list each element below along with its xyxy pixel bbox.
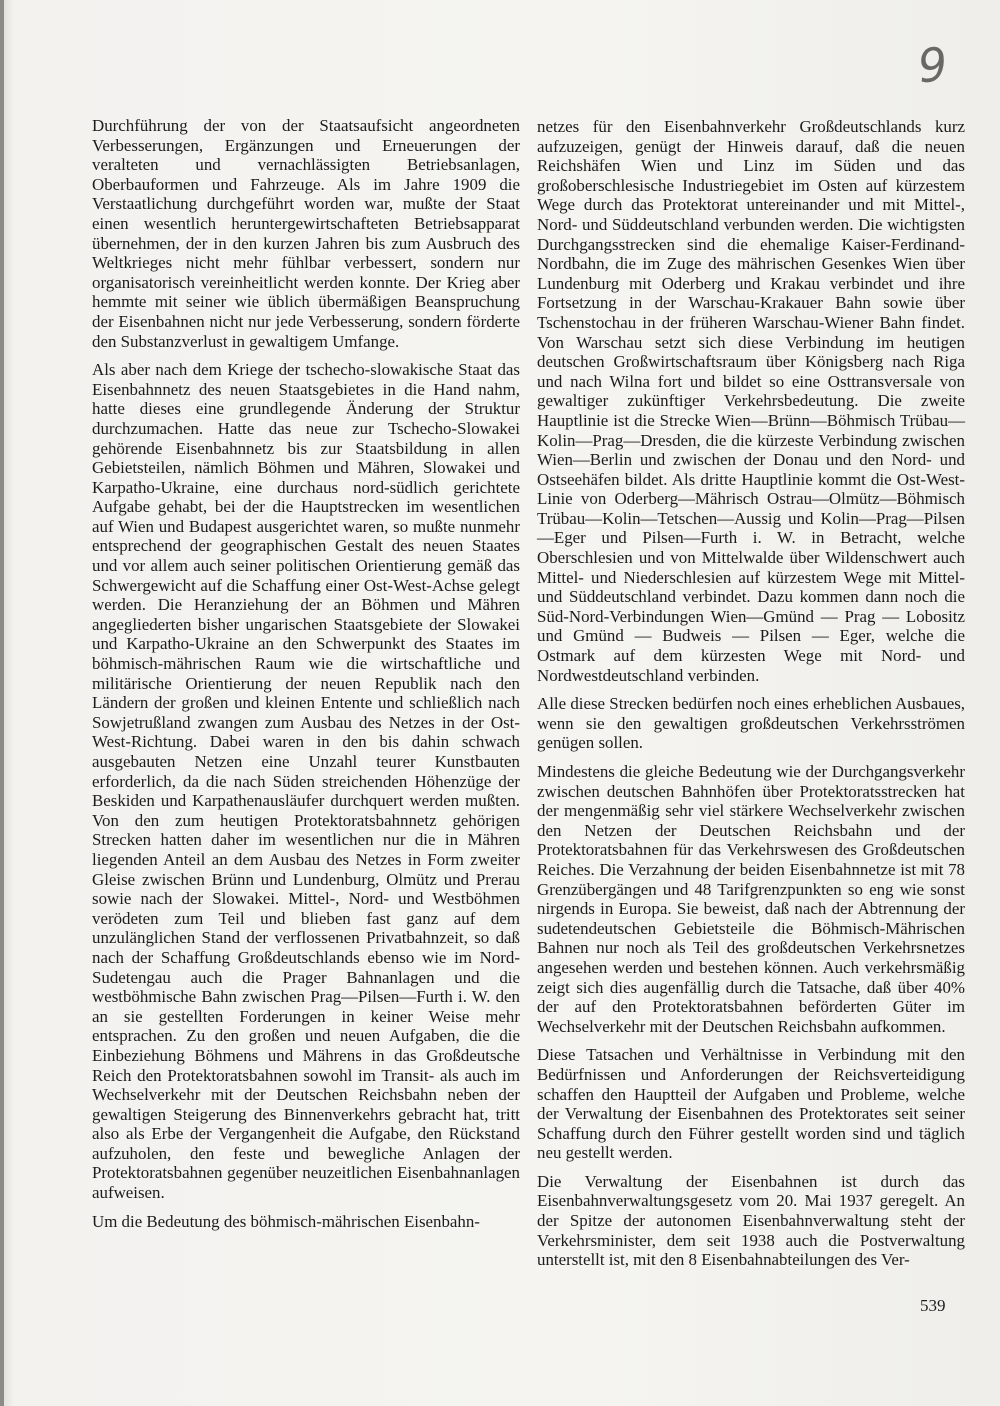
- page-number: 539: [920, 1296, 946, 1315]
- handwritten-page-mark: 9: [915, 36, 951, 94]
- paragraph: Alle diese Strecken bedürfen noch eines erheblichen Ausbaues, wenn sie den gewaltigen großdeutschen Verkehrsströmen genügen sollen.: [537, 694, 965, 753]
- left-text-column: [92, 116, 520, 1231]
- paragraph: Um die Bedeutung des böhmisch-mährischen Eisenbahn-: [92, 1211, 480, 1231]
- paragraph: Die Verwaltung der Eisenbahnen ist durch das Eisenbahnverwaltungsgesetz vom 20. Mai 1937 geregelt. An der Spitze der autonomen Eisenbahnverwaltung steht der Verkehrsminister, dem seit 1938 auch die Postverwaltung unterstellt ist, mit den 8 Eisenbahnabteilungen des Ver-: [537, 1171, 965, 1270]
- page-fold-edge: [0, 0, 4, 1406]
- right-text-column: [537, 117, 965, 1270]
- paragraph: Diese Tatsachen und Verhältnisse in Verbindung mit den Bedürfnissen und Anforderungen der Reichsverteidigung schaffen den Hauptteil der Aufgaben und Probleme, welche der Verwaltung der Eisenbahnen des Protektorates seit seiner Schaffung durch den Führer gestellt worden sind und täglich neu gestellt werden.: [537, 1045, 965, 1163]
- paragraph: Durchführung der von der Staatsaufsicht angeordneten Verbesserungen, Ergänzungen und Erneuerungen der veralteten und vernachlässigten Betriebsanlagen, Oberbauformen und Fahrzeuge. Als im Jahre 1909 die Verstaatlichung durchgeführt worden war, mußte der Staat einen wesentlich heruntergewirtschafteten Betriebsapparat übernehmen, der in den kurzen Jahren bis zum Ausbruch des Weltkrieges nicht mehr fühlbar verbessert, sondern nur organisatorisch vereinheitlicht werden konnte. Der Krieg aber hemmte mit seiner wie üblich übermäßigen Beanspruchung der Eisenbahnen nicht nur jede Verbesserung, sondern förderte den Substanzverlust in gewaltigem Umfange.: [92, 116, 520, 351]
- paragraph: Mindestens die gleiche Bedeutung wie der Durchgangsverkehr zwischen deutschen Bahnhöfen über Protektoratsstrecken hat der mengenmäßig sehr viel stärkere Wechselverkehr zwischen den Netzen der Deutschen Reichsbahn und der Protektoratsbahnen für das Verkehrswesen des Großdeutschen Reiches. Die Verzahnung der beiden Eisenbahnnetze ist mit 78 Grenzübergängen und 48 Tarifgrenzpunkten so eng wie sonst nirgends in Europa. Sie beweist, daß nach der Abtrennung der sudetendeutschen Gebietsteile die Böhmisch-Mährischen Bahnen nur noch als Teil des großdeutschen Verkehrsnetzes angesehen werden und bestehen können. Auch verkehrsmäßig zeigt sich dies augenfällig durch die Tatsache, daß über 40% der auf den Protektoratsbahnen beförderten Güter im Wechselverkehr mit der Deutschen Reichsbahn aufkommen.: [537, 762, 965, 1036]
- paragraph: netzes für den Eisenbahnverkehr Großdeutschlands kurz aufzuzeigen, genügt der Hinweis darauf, daß die neuen Reichshäfen Wien und Linz im Süden und das großoberschlesische Industriegebiet im Osten auf kürzestem Wege durch das Protektorat untereinander und mit Mittel-, Nord- und Süddeutschland verbunden werden. Die wichtigsten Durchgangsstrecken sind die ehemalige Kaiser-Ferdinand-Nordbahn, die im Zuge des mährischen Gesenkes Wien über Lundenburg mit Oderberg und Krakau verbindet und ihre Fortsetzung in der Warschau-Krakauer Bahn sowie über Tschenstochau in der früheren Warschau-Wiener Bahn findet. Von Warschau setzt sich diese Verbindung im heutigen deutschen Großwirtschaftsraum über Königsberg nach Riga und nach Wilna fort und bildet so eine Osttransversale von gewaltiger zukünftiger Verkehrsbedeutung. Die zweite Hauptlinie ist die Strecke Wien—Brünn—Böhmisch Trübau—Kolin—Prag—Dresden, die die kürzeste Verbindung zwischen Wien—Berlin und zwischen der Donau und den Nord- und Ostseehäfen bildet. Als dritte Hauptlinie kommt die Ost-West-Linie von Oderberg—Mährisch Ostrau—Olmütz—Böhmisch Trübau—Kolin—Tetschen—Aussig und Kolin—Prag—Pilsen—Eger und Pilsen—Furth i. W. in Betracht, welche Oberschlesien und von Mittelwalde über Wildenschwert auch Mittel- und Niederschlesien auf kürzestem Wege mit Mittel- und Süddeutschland verbindet. Dazu kommen dann noch die Süd-Nord-Verbindungen Wien—Gmünd — Prag — Lobositz und Gmünd — Budweis — Pilsen — Eger, welche die Ostmark auf dem kürzesten Wege mit Nord- und Nordwestdeutschland verbinden.: [537, 117, 965, 685]
- paragraph: Als aber nach dem Kriege der tschecho-slowakische Staat das Eisenbahnnetz des neuen Staatsgebietes in die Hand nahm, hatte dieses eine grundlegende Änderung der Struktur durchzumachen. Hatte das neue zur Tschecho-Slowakei gehörende Eisenbahnnetz bis zur Staatsbildung in allen Gebietsteilen, nämlich Böhmen und Mähren, Slowakei und Karpatho-Ukraine, eine durchaus nord-südlich gerichtete Aufgabe gehabt, bei der die Hauptstrecken im wesentlichen auf Wien und Budapest ausgerichtet waren, so mußte nunmehr entsprechend der geographischen Gestalt des neuen Staates und vor allem auch seiner politischen Orientierung gemäß das Schwergewicht auf die Schaffung einer Ost-West-Achse gelegt werden. Die Heranziehung der an Böhmen und Mähren angegliederten bisher ungarischen Staatsgebiete der Slowakei und Karpatho-Ukraine an den Schwerpunkt des Staates im böhmisch-mährischen Raum wie die wirtschaftliche und militärische Orientierung der neuen Republik nach den Ländern der großen und kleinen Entente und schließlich nach Sowjetrußland zwangen zum Ausbau des Netzes in der Ost-West-Richtung. Dabei waren in den bis dahin schwach ausgebauten Netzen eine Unzahl teurer Kunstbauten erforderlich, da die nach Süden streichenden Höhenzüge der Beskiden und Karpathenausläufer durchquert werden mußten. Von den zum heutigen Protektoratsbahnnetz gehörigen Strecken hatten daher im wesentlichen nur die in Mähren liegenden Anteil an dem Ausbau des Netzes in Form zweiter Gleise zwischen Brünn und Lundenburg, Olmütz und Prerau sowie nach der Slowakei. Mittel-, Nord- und Westböhmen verödeten zum Teil und blieben fast ganz auf dem unzulänglichen Stand der verflossenen Privatbahnzeit, so daß nach der Schaffung Großdeutschlands ebenso wie im Nord-Sudetengau auch die Prager Bahnanlagen und die westböhmische Bahn zwischen Prag—Pilsen—Furth i. W. den an sie gestellten Forderungen in keiner Weise mehr entsprachen. Zu den großen und neuen Aufgaben, die die Einbeziehung Böhmens und Mährens in das Großdeutsche Reich den Protektoratsbahnen sowohl im Transit- als auch im Wechselverkehr mit der Deutschen Reichsbahn neben der gewaltigen Steigerung des Binnenverkehrs gebracht hat, tritt also als Erbe der Vergangenheit die Aufgabe, den Rückstand aufzuholen, den feste und bewegliche Anlagen der Protektoratsbahnen gegenüber neuzeitlichen Eisenbahnanlagen aufweisen.: [92, 360, 520, 1203]
